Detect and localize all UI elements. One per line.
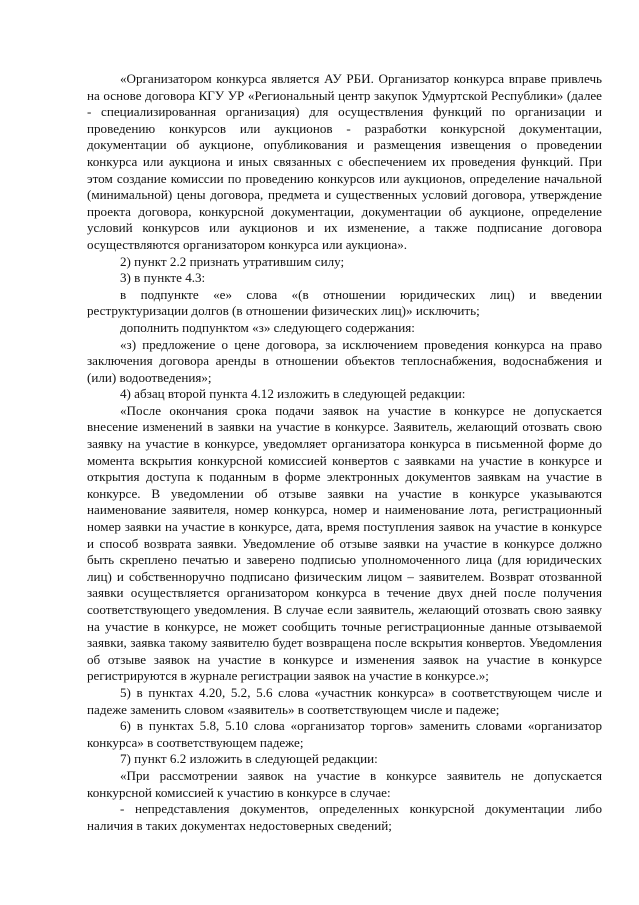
paragraph-item-4: 4) абзац второй пункта 4.12 изложить в следующей редакции: bbox=[120, 386, 466, 402]
document-body bbox=[87, 71, 602, 834]
paragraph-item-6: 6) в пунктах 5.8, 5.10 слова «организатор торгов» заменить словами «организатор конкурса» в соответствующем падеже; bbox=[87, 718, 602, 750]
paragraph-organizer-clause: «Организатором конкурса является АУ РБИ. Организатор конкурса вправе привлечь на основе договора КГУ УР «Региональный центр закупок Удмуртской Республики» (далее - специализированная организация) для осуществления функций по организации и проведению конкурсов или аукционов - разработки конкурсной документации, документации об аукционе, опубликования и размещения извещения о проведении конкурса или аукциона и иных связанных с обеспечением их проведения функций. При этом создание комиссии по проведению конкурсов или аукционов, определение начальной (минимальной) цены договора, предмета и существенных условий договора, утверждение проекта договора, конкурсной документации, документации об аукционе, определение условий конкурсов или аукционов и их изменение, а также подписание договора осуществляются организатором конкурса или аукциона». bbox=[87, 71, 602, 252]
paragraph-subitem-e: в подпункте «е» слова «(в отношении юридических лиц) и введении реструктуризации долгов (в отношении физических лиц)» исключить; bbox=[87, 286, 602, 319]
paragraph-item-4-text: «После окончания срока подачи заявок на участие в конкурсе не допускается внесение изменений в заявки на участие в конкурсе. Заявитель, желающий отозвать свою заявку на участие в конкурсе, уведомляет организатора конкурса в письменной форме до момента вскрытия конкурсной комиссией конвертов с заявками на участие в конкурсе и открытия доступа к поданным в форме электронных документов заявкам на участие в конкурсе. В уведомлении об отзыве заявки на участие в конкурсе указываются наименование заявителя, номер конкурса, номер и наименование лота, регистрационный номер заявки на участие в конкурсе, дата, время поступления заявок на участие в конкурсе и способ возврата заявки. Уведомление об отзыве заявки на участие в конкурсе должно быть скреплено печатью и заверено подписью уполномоченного лица (для юридических лиц) и собственноручно подписано физическим лицом – заявителем. Возврат отозванной заявки осуществляется организатором конкурса в течение двух дней после получения соответствующего уведомления. В случае если заявитель, желающий отозвать свою заявку на участие в конкурсе, не может сообщить точные регистрационные данные отзываемой заявки, заявка такому заявителю будет возвращена после вскрытия конвертов. Уведомления об отзыве заявок на участие в конкурсе и изменения заявок на участие в конкурсе регистрируются в журнале регистрации заявок на участие в конкурсе.»; bbox=[87, 402, 602, 684]
paragraph-item-2: 2) пункт 2.2 признать утратившим силу; bbox=[120, 253, 345, 269]
paragraph-item-5: 5) в пунктах 4.20, 5.2, 5.6 слова «участник конкурса» в соответствующем числе и падеже заменить словом «заявитель» в соответствующем числе и падеже; bbox=[87, 684, 602, 717]
paragraph-item-7-bullet: - непредставления документов, определенных конкурсной документации либо наличия в таких документах недостоверных сведений; bbox=[87, 801, 602, 833]
paragraph-item-3: 3) в пункте 4.3: bbox=[120, 270, 206, 286]
paragraph-item-7-text: «При рассмотрении заявок на участие в конкурсе заявитель не допускается конкурсной комиссией к участию в конкурсе в случае: bbox=[87, 767, 602, 800]
paragraph-subitem-z-text: «з) предложение о цене договора, за исключением проведения конкурса на право заключения договора аренды в отношении объектов теплоснабжения, водоснабжения и (или) водоотведения»; bbox=[87, 336, 602, 385]
paragraph-add-subitem-z: дополнить подпунктом «з» следующего содержания: bbox=[120, 319, 415, 335]
paragraph-item-7: 7) пункт 6.2 изложить в следующей редакции: bbox=[120, 751, 378, 767]
